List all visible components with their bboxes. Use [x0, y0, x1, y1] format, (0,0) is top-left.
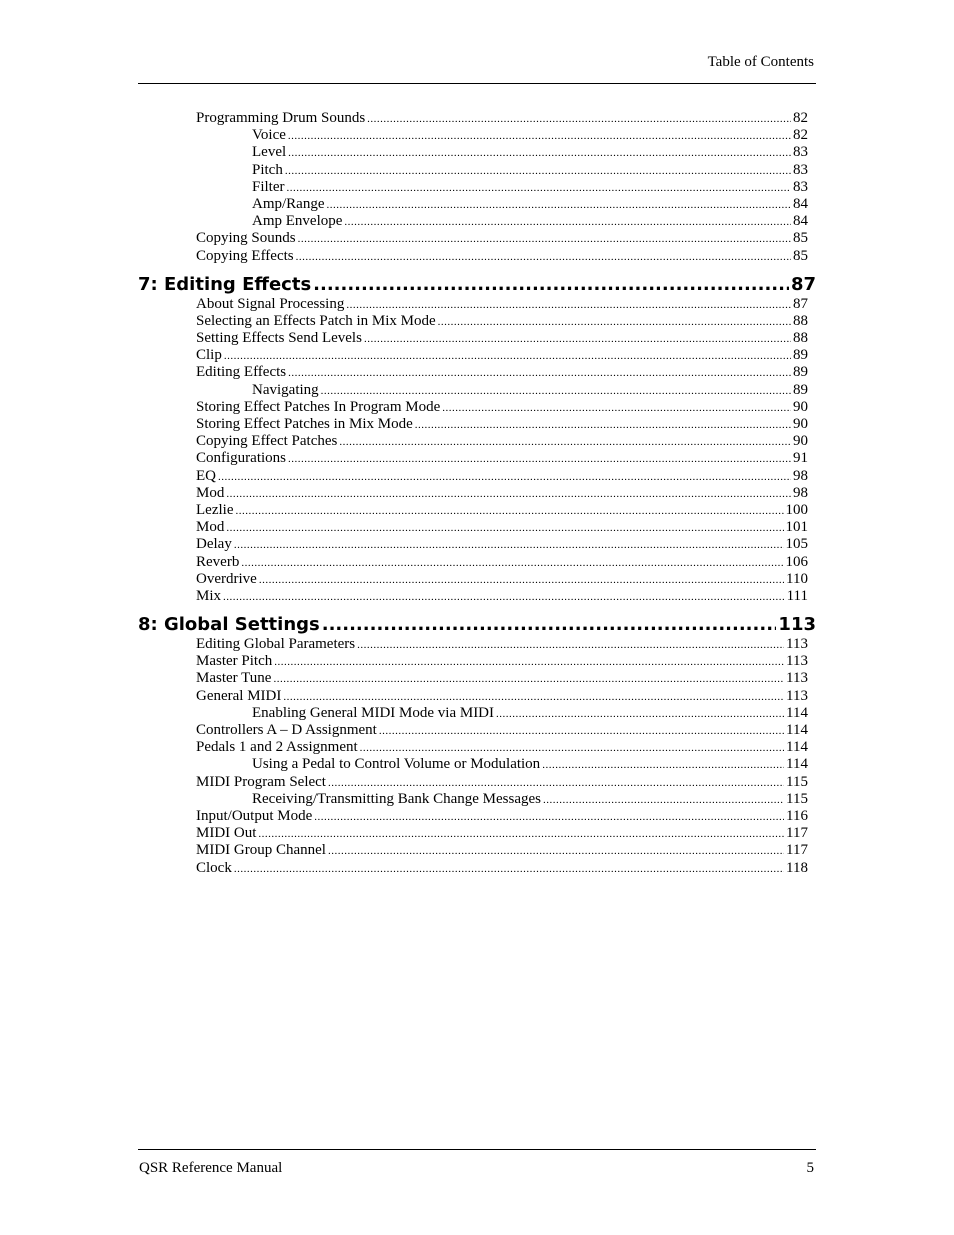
toc-entry-page-number: 83: [793, 144, 808, 161]
toc-entry-label: EQ: [196, 467, 216, 484]
dot-leader: [327, 197, 792, 214]
toc-entry-page-number: 90: [793, 433, 808, 450]
toc-entry-page-number: 111: [786, 587, 808, 604]
toc-entry-label: Copying Sounds: [196, 230, 296, 247]
toc-entry[interactable]: [196, 485, 808, 502]
chapter-page-number: 87: [790, 273, 816, 295]
toc-entry-label: Editing Effects: [196, 364, 287, 381]
toc-entry-page-number: 89: [793, 381, 808, 398]
dot-leader: [288, 145, 791, 162]
toc-entry-label: Clip: [196, 347, 222, 364]
toc-entry[interactable]: [196, 808, 808, 825]
toc-entry-page-number: 83: [793, 178, 808, 195]
dot-leader: [364, 331, 791, 348]
dot-leader: [224, 348, 791, 365]
toc-chapter-7[interactable]: [138, 274, 816, 296]
toc-entry[interactable]: [252, 196, 808, 213]
toc-entry[interactable]: [196, 688, 808, 705]
toc-entry[interactable]: [196, 230, 808, 247]
toc-entry-page-number: 87: [793, 295, 808, 312]
dot-leader: [287, 180, 792, 197]
dot-leader: [285, 163, 791, 180]
toc-entry-page-number: 113: [786, 670, 808, 687]
toc-entry-page-number: 114: [786, 722, 808, 738]
chapter-title: 8: Global Settings: [138, 614, 320, 636]
toc-entry-label: Setting Effects Send Levels: [196, 330, 362, 347]
toc-section-editing-effects: [138, 296, 818, 605]
toc-entry[interactable]: [196, 860, 808, 877]
toc-entry-page-number: 85: [793, 247, 808, 264]
toc-section-drum-sounds: [138, 110, 818, 265]
toc-entry-page-number: 114: [786, 756, 808, 773]
toc-entry-page-number: 116: [786, 807, 808, 824]
toc-entry-page-number: 106: [785, 553, 808, 570]
toc-entry-label: Receiving/Transmitting Bank Change Messages: [252, 790, 541, 807]
toc-entry[interactable]: [196, 636, 808, 653]
dot-leader: [235, 503, 783, 520]
chapter-page-number: 113: [778, 614, 816, 636]
toc-entry[interactable]: [196, 416, 808, 433]
toc-entry-page-number: 114: [786, 704, 808, 721]
toc-entry-label: Delay: [196, 536, 232, 553]
toc-entry[interactable]: [196, 364, 808, 381]
toc-entry[interactable]: [252, 791, 808, 808]
dot-leader: [344, 214, 791, 231]
toc-entry-page-number: 100: [785, 501, 808, 518]
toc-entry[interactable]: [252, 705, 808, 722]
dot-leader: [288, 128, 791, 145]
toc-entry-page-number: 90: [793, 416, 808, 432]
toc-entry[interactable]: [196, 653, 808, 670]
toc-entry-label: Mod: [196, 484, 225, 501]
dot-leader: [274, 654, 784, 671]
toc-entry-label: Mod: [196, 519, 225, 536]
dot-leader: [283, 689, 784, 706]
toc-entry-page-number: 83: [793, 161, 808, 178]
toc-entry-label: Programming Drum Sounds: [196, 110, 366, 126]
dot-leader: [346, 297, 791, 314]
dot-leader: [314, 809, 784, 826]
toc-entry[interactable]: [252, 213, 808, 230]
toc-entry-label: Navigating: [252, 381, 319, 398]
toc-entry-page-number: 98: [793, 467, 808, 484]
toc-entry-page-number: 113: [786, 653, 808, 670]
dot-leader: [357, 637, 784, 654]
toc-entry[interactable]: [196, 519, 808, 536]
toc-entry-label: Controllers A – D Assignment: [196, 722, 377, 738]
chapter-title: 7: Editing Effects: [138, 273, 312, 295]
toc-entry-label: Filter: [252, 178, 285, 195]
toc-entry-label: Level: [252, 144, 287, 161]
toc-entry[interactable]: [196, 842, 808, 859]
toc-entry-label: Using a Pedal to Control Volume or Modulation: [252, 756, 541, 773]
toc-entry[interactable]: [196, 722, 808, 739]
dot-leader: [379, 723, 784, 740]
toc-entry[interactable]: [196, 670, 808, 687]
dot-leader: [415, 417, 791, 434]
toc-entry[interactable]: [252, 382, 808, 399]
toc-entry-page-number: 110: [786, 570, 808, 587]
toc-entry-page-number: 88: [793, 330, 808, 347]
toc-entry-page-number: 82: [793, 127, 808, 144]
toc-entry-page-number: 101: [785, 519, 808, 536]
toc-entry-label: Reverb: [196, 553, 240, 570]
dot-leader: [234, 861, 784, 878]
toc-entry-label: MIDI Program Select: [196, 773, 326, 790]
toc-entry-page-number: 114: [786, 739, 808, 756]
toc-entry-label: MIDI Group Channel: [196, 842, 326, 859]
dot-leader: [298, 231, 791, 248]
toc-entry[interactable]: [252, 127, 808, 144]
toc-entry[interactable]: [196, 313, 808, 330]
dot-leader: [258, 826, 784, 843]
dot-leader: [288, 451, 791, 468]
dot-leader: [322, 614, 777, 636]
toc-entry-label: Pitch: [252, 161, 283, 178]
toc-entry-label: Selecting an Effects Patch in Mix Mode: [196, 312, 436, 329]
dot-leader: [234, 537, 784, 554]
footer-manual-title: QSR Reference Manual: [139, 1160, 283, 1176]
dot-leader: [367, 111, 791, 128]
toc-entry-page-number: 113: [786, 687, 808, 704]
dot-leader: [288, 365, 791, 382]
toc-entry-page-number: 89: [793, 364, 808, 381]
toc-entry-label: Enabling General MIDI Mode via MIDI: [252, 704, 495, 721]
toc-entry-label: Master Tune: [196, 670, 272, 687]
toc-entry[interactable]: [196, 825, 808, 842]
toc-entry-label: Amp Envelope: [252, 213, 343, 230]
toc-entry[interactable]: [196, 110, 808, 127]
dot-leader: [218, 469, 791, 486]
footer-rule: [138, 1149, 816, 1150]
toc-entry-label: About Signal Processing: [196, 295, 345, 312]
dot-leader: [241, 555, 783, 572]
dot-leader: [328, 843, 784, 860]
toc-entry-label: Storing Effect Patches In Program Mode: [196, 398, 441, 415]
toc-entry-page-number: 115: [786, 773, 808, 790]
toc-entry[interactable]: [252, 756, 808, 773]
toc-entry[interactable]: [252, 144, 808, 161]
dot-leader: [543, 792, 784, 809]
toc-entry-label: General MIDI: [196, 687, 282, 704]
table-of-contents: [138, 110, 818, 877]
toc-entry-page-number: 105: [785, 536, 808, 553]
dot-leader: [438, 314, 791, 331]
toc-entry-page-number: 98: [793, 484, 808, 501]
toc-entry[interactable]: [196, 330, 808, 347]
toc-entry-label: Amp/Range: [252, 195, 325, 212]
toc-entry[interactable]: [196, 399, 808, 416]
toc-chapter-8[interactable]: [138, 614, 816, 636]
toc-entry-label: Copying Effects: [196, 247, 294, 264]
toc-entry[interactable]: [196, 739, 808, 756]
toc-entry-label: Voice: [252, 127, 286, 144]
toc-entry[interactable]: [196, 554, 808, 571]
header-rule: [138, 83, 816, 84]
toc-entry-page-number: 82: [793, 110, 808, 126]
dot-leader: [226, 486, 791, 503]
dot-leader: [442, 400, 791, 417]
toc-entry-page-number: 91: [793, 450, 808, 467]
toc-entry[interactable]: [252, 179, 808, 196]
toc-entry-page-number: 117: [786, 825, 808, 842]
dot-leader: [339, 434, 791, 451]
toc-entry-page-number: 85: [793, 230, 808, 247]
toc-entry-page-number: 84: [793, 195, 808, 212]
toc-entry-label: Master Pitch: [196, 653, 273, 670]
dot-leader: [296, 249, 791, 266]
dot-leader: [313, 274, 789, 296]
dot-leader: [496, 706, 784, 723]
toc-entry-label: Pedals 1 and 2 Assignment: [196, 739, 358, 756]
toc-entry[interactable]: [196, 450, 808, 467]
toc-section-global-settings: [138, 636, 818, 877]
toc-entry-label: MIDI Out: [196, 825, 257, 842]
dot-leader: [226, 520, 783, 537]
dot-leader: [223, 589, 785, 606]
toc-entry[interactable]: [196, 536, 808, 553]
toc-entry[interactable]: [196, 433, 808, 450]
toc-entry-label: Input/Output Mode: [196, 807, 313, 824]
dot-leader: [259, 572, 784, 589]
toc-entry-label: Mix: [196, 587, 222, 604]
toc-entry-page-number: 118: [786, 859, 808, 876]
toc-entry-page-number: 113: [786, 636, 808, 653]
dot-leader: [360, 740, 784, 757]
toc-entry-page-number: 84: [793, 213, 808, 230]
toc-entry[interactable]: [196, 296, 808, 313]
dot-leader: [321, 383, 791, 400]
dot-leader: [328, 775, 784, 792]
toc-entry[interactable]: [196, 347, 808, 364]
toc-entry-page-number: 115: [786, 790, 808, 807]
toc-entry[interactable]: [196, 588, 808, 605]
toc-entry-page-number: 88: [793, 312, 808, 329]
running-header-title: Table of Contents: [707, 54, 814, 70]
toc-entry-page-number: 90: [793, 398, 808, 415]
dot-leader: [542, 757, 784, 774]
footer-page-number: 5: [806, 1160, 814, 1176]
toc-entry-label: Storing Effect Patches in Mix Mode: [196, 416, 413, 432]
toc-entry-label: Configurations: [196, 450, 286, 467]
toc-entry[interactable]: [196, 248, 808, 265]
toc-entry[interactable]: [252, 162, 808, 179]
toc-entry-label: Lezlie: [196, 501, 234, 518]
toc-entry-label: Overdrive: [196, 570, 257, 587]
toc-entry[interactable]: [196, 502, 808, 519]
toc-entry-label: Clock: [196, 859, 232, 876]
toc-entry[interactable]: [196, 774, 808, 791]
toc-entry[interactable]: [196, 468, 808, 485]
toc-entry-page-number: 117: [786, 842, 808, 859]
toc-entry-label: Editing Global Parameters: [196, 636, 356, 653]
toc-entry[interactable]: [196, 571, 808, 588]
toc-entry-page-number: 89: [793, 347, 808, 364]
toc-entry-label: Copying Effect Patches: [196, 433, 338, 450]
dot-leader: [273, 671, 784, 688]
